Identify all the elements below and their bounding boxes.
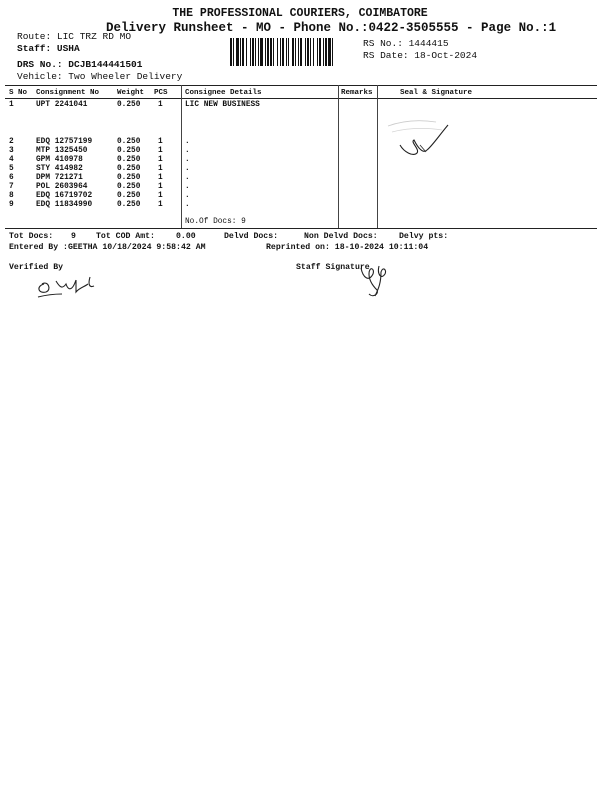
table-top-rule — [5, 85, 597, 86]
row-weight: 0.250 — [117, 192, 141, 200]
column-divider — [377, 85, 378, 228]
delvd-docs-label: Delvd Docs: — [224, 232, 279, 241]
reprinted-on: Reprinted on: 18-10-2024 10:11:04 — [266, 243, 429, 252]
verified-by-label: Verified By — [9, 263, 64, 272]
route-label: Route: LIC TRZ RD MO — [17, 31, 132, 42]
row-consignment-no: GPM 410978 — [36, 156, 83, 164]
row-consignee-details: . — [185, 192, 190, 200]
barcode-image — [230, 38, 356, 66]
no-of-docs: No.Of Docs: 9 — [185, 218, 246, 226]
row-weight: 0.250 — [117, 165, 141, 173]
row-consignee-details: . — [185, 201, 190, 209]
delvy-pts-label: Delvy pts: — [399, 232, 449, 241]
rs-number: RS No.: 1444415 — [363, 38, 449, 49]
row-consignee-details: . — [185, 165, 190, 173]
row-sno: 7 — [9, 183, 14, 191]
col-header-consignee: Consignee Details — [185, 89, 262, 97]
runsheet-title: Delivery Runsheet - MO - Phone No.:0422-3505555 - Page No.:1 — [106, 21, 557, 35]
row-pcs: 1 — [158, 174, 163, 182]
row-sno: 8 — [9, 192, 14, 200]
row-weight: 0.250 — [117, 156, 141, 164]
tot-docs-label: Tot Docs: — [9, 232, 54, 241]
row-weight: 0.250 — [117, 183, 141, 191]
verifier-signature-image — [32, 272, 102, 302]
tot-docs-value: 9 — [71, 232, 76, 241]
col-header-pcs: PCS — [154, 89, 168, 97]
row-sno: 1 — [9, 101, 14, 109]
row-consignment-no: EDQ 12757199 — [36, 138, 93, 146]
row-pcs: 1 — [158, 138, 163, 146]
row-pcs: 1 — [158, 156, 163, 164]
rs-date: RS Date: 18-Oct-2024 — [363, 50, 478, 61]
row-weight: 0.250 — [117, 101, 141, 109]
col-header-sno: S No — [9, 89, 28, 97]
row-consignee-details: . — [185, 174, 190, 182]
row-consignment-no: POL 2603964 — [36, 183, 88, 191]
company-name: THE PROFESSIONAL COURIERS, COIMBATORE — [172, 7, 428, 20]
entered-by: Entered By :GEETHA 10/18/2024 9:58:42 AM — [9, 243, 206, 252]
row-pcs: 1 — [158, 101, 163, 109]
tot-cod-label: Tot COD Amt: — [96, 232, 155, 241]
row-sno: 4 — [9, 156, 14, 164]
col-header-consignment: Consignment No — [36, 89, 100, 97]
row-consignment-no: STY 414982 — [36, 165, 83, 173]
row-pcs: 1 — [158, 201, 163, 209]
row-pcs: 1 — [158, 183, 163, 191]
row-sno: 5 — [9, 165, 14, 173]
column-divider — [181, 85, 182, 228]
row-sno: 2 — [9, 138, 14, 146]
row-pcs: 1 — [158, 192, 163, 200]
staff-label: Staff: USHA — [17, 43, 80, 54]
drs-number: DRS No.: DCJB144441501 — [17, 59, 143, 70]
row-pcs: 1 — [158, 165, 163, 173]
row-weight: 0.250 — [117, 174, 141, 182]
row-consignee-details: . — [185, 156, 190, 164]
row-weight: 0.250 — [117, 147, 141, 155]
staff-signature-image — [355, 260, 395, 302]
table-header-rule — [5, 98, 597, 99]
column-divider — [338, 85, 339, 228]
row-consignment-no: MTP 1325450 — [36, 147, 88, 155]
row-pcs: 1 — [158, 147, 163, 155]
col-header-remarks: Remarks — [341, 89, 373, 97]
row-consignment-no: DPM 721271 — [36, 174, 83, 182]
row-weight: 0.250 — [117, 201, 141, 209]
tot-cod-value: 0.00 — [176, 232, 196, 241]
row-consignee-details: . — [185, 138, 190, 146]
row-consignment-no: UPT 2241041 — [36, 101, 88, 109]
row-consignee-details: LIC NEW BUSINESS — [185, 101, 260, 109]
staff-signature-label: Staff Signature — [296, 263, 370, 272]
row-sno: 6 — [9, 174, 14, 182]
col-header-weight: Weight — [117, 89, 145, 97]
row-sno: 9 — [9, 201, 14, 209]
non-delvd-docs-label: Non Delvd Docs: — [304, 232, 378, 241]
vehicle-label: Vehicle: Two Wheeler Delivery — [17, 71, 183, 82]
row-consignment-no: EDQ 16719702 — [36, 192, 93, 200]
row-weight: 0.250 — [117, 138, 141, 146]
col-header-seal-signature: Seal & Signature — [400, 89, 473, 97]
receiver-signature-image — [380, 112, 470, 172]
row-consignee-details: . — [185, 183, 190, 191]
row-consignment-no: EDQ 11834990 — [36, 201, 93, 209]
row-consignee-details: . — [185, 147, 190, 155]
row-sno: 3 — [9, 147, 14, 155]
table-bottom-rule — [5, 228, 597, 229]
